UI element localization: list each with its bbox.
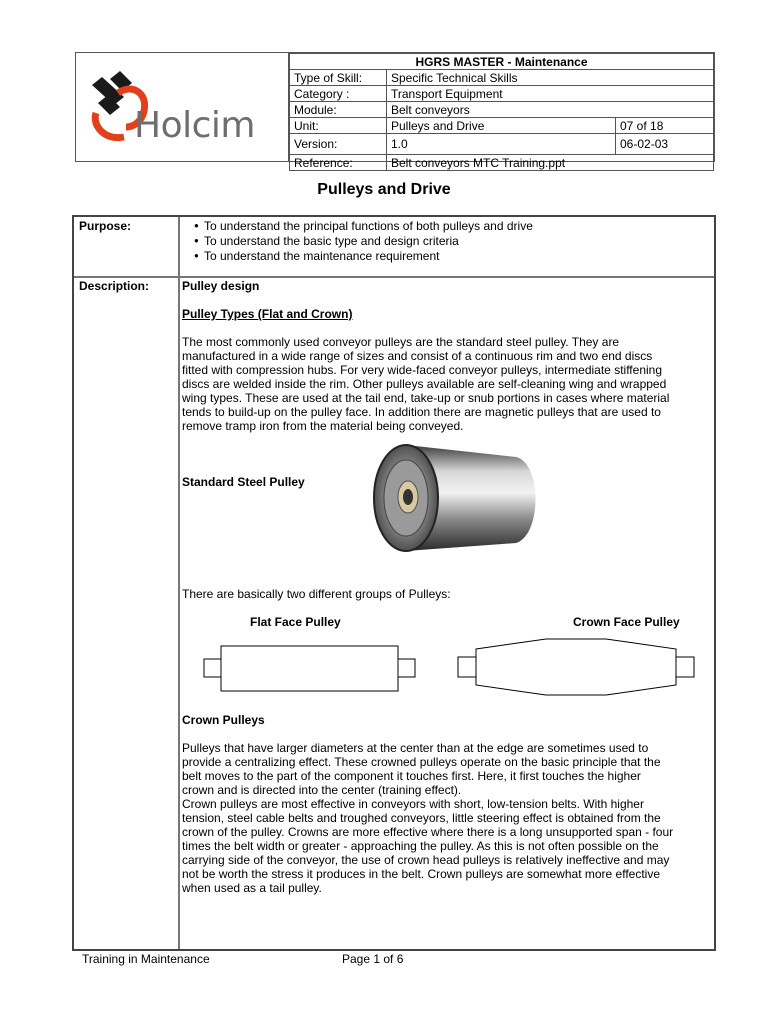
text-line: tension, steel cable belts and troughed conveyors, little steering effect is obtained from the — [182, 811, 661, 825]
version-value: 1.0 — [387, 134, 616, 155]
version-label: Version: — [290, 134, 387, 155]
text-line: The most commonly used conveyor pulleys are the standard steel pulley. They are — [182, 335, 620, 349]
list-item: ● To understand the principal functions of both pulleys and drive — [182, 219, 712, 234]
crown-paragraph — [182, 741, 712, 895]
text-line: remove tramp iron from the material being conveyed. — [182, 419, 464, 433]
row-divider — [74, 276, 714, 278]
table-row — [290, 70, 714, 86]
table-row — [290, 102, 714, 118]
footer-page: Page 1 of 6 — [342, 952, 404, 966]
logo-wordmark: Holcim — [134, 105, 255, 146]
text-line: fitted with compression hubs. For very wide-faced conveyor pulleys, intermediate stiffening — [182, 363, 663, 377]
text-line: belt moves to the part of the component it touches first. Here, it first touches the higher — [182, 769, 641, 783]
steel-pulley-image — [366, 439, 544, 557]
column-divider — [178, 217, 180, 949]
unit-page: 07 of 18 — [616, 118, 714, 134]
version-date: 06-02-03 — [616, 134, 714, 155]
text-line: crown of the pulley. Crowns are more effective where there is a long unsupported span - four — [182, 825, 674, 839]
table-row — [290, 86, 714, 102]
logo-cell — [76, 53, 289, 161]
reference-label: Reference: — [290, 155, 387, 171]
purpose-label: Purpose: — [79, 219, 132, 233]
text-line: manufactured in a wide range of sizes and consist of a continuous rim and two end discs — [182, 349, 653, 363]
pulley-design-heading: Pulley design — [182, 279, 260, 293]
table-row — [290, 118, 714, 134]
table-row — [290, 155, 714, 171]
text-line: Crown pulleys are most effective in conveyors with short, low-tension belts. With higher — [182, 797, 644, 811]
flat-face-label: Flat Face Pulley — [250, 615, 341, 629]
groups-text: There are basically two different groups of Pulleys: — [182, 587, 451, 601]
text-line: crown and is directed into the center (training effect). — [182, 783, 462, 797]
intro-paragraph — [182, 335, 712, 433]
footer-left: Training in Maintenance — [82, 952, 210, 966]
content-table — [72, 215, 716, 951]
page-title: Pulleys and Drive — [317, 181, 451, 198]
text-line: not be worth the stress it produces in the belt. Crown pulleys are somewhat more effective — [182, 867, 661, 881]
module-label: Module: — [290, 102, 387, 118]
text-line: carrying side of the conveyor, the use of crown head pulleys is relatively ineffective and may — [182, 853, 670, 867]
crown-face-pulley-diagram — [456, 637, 700, 701]
table-row — [290, 134, 714, 155]
document-header — [75, 52, 715, 170]
flat-face-pulley-diagram — [202, 641, 418, 697]
list-item: ● To understand the maintenance requirement — [182, 249, 712, 264]
purpose-cell — [182, 219, 712, 264]
purpose-list — [182, 219, 712, 264]
category-value: Transport Equipment — [387, 86, 714, 102]
text-line: provide a centralizing effect. These crowned pulleys operate on the basic principle that the — [182, 755, 661, 769]
text-line: discs are welded inside the rim. Other pulleys available are self-cleaning wing and wrapped — [182, 377, 667, 391]
header-title: HGRS MASTER - Maintenance — [290, 54, 714, 70]
crown-face-label: Crown Face Pulley — [573, 615, 680, 629]
text-line: times the belt width or greater - approaching the pulley. As this is not often possible on the — [182, 839, 659, 853]
header-title-row — [290, 54, 714, 70]
category-label: Category : — [290, 86, 387, 102]
text-line: Pulleys that have larger diameters at the center than at the edge are sometimes used to — [182, 741, 649, 755]
text-line: wing types. These are used at the tail end, take-up or snub portions in cases where material — [182, 391, 670, 405]
description-label: Description: — [79, 279, 150, 293]
text-line: when used as a tail pulley. — [182, 881, 322, 895]
skill-value: Specific Technical Skills — [387, 70, 714, 86]
unit-label: Unit: — [290, 118, 387, 134]
module-value: Belt conveyors — [387, 102, 714, 118]
crown-pulleys-heading: Crown Pulleys — [182, 713, 265, 727]
header-info-table — [289, 53, 714, 171]
text-line: tends to build-up on the pulley face. In addition there are magnetic pulleys that are used to — [182, 405, 661, 419]
skill-label: Type of Skill: — [290, 70, 387, 86]
steel-pulley-label: Standard Steel Pulley — [182, 475, 305, 489]
list-item: ● To understand the basic type and design criteria — [182, 234, 712, 249]
pulley-types-subheading: Pulley Types (Flat and Crown) — [182, 307, 353, 321]
reference-value: Belt conveyors MTC Training.ppt — [387, 155, 714, 171]
unit-value: Pulleys and Drive — [387, 118, 616, 134]
